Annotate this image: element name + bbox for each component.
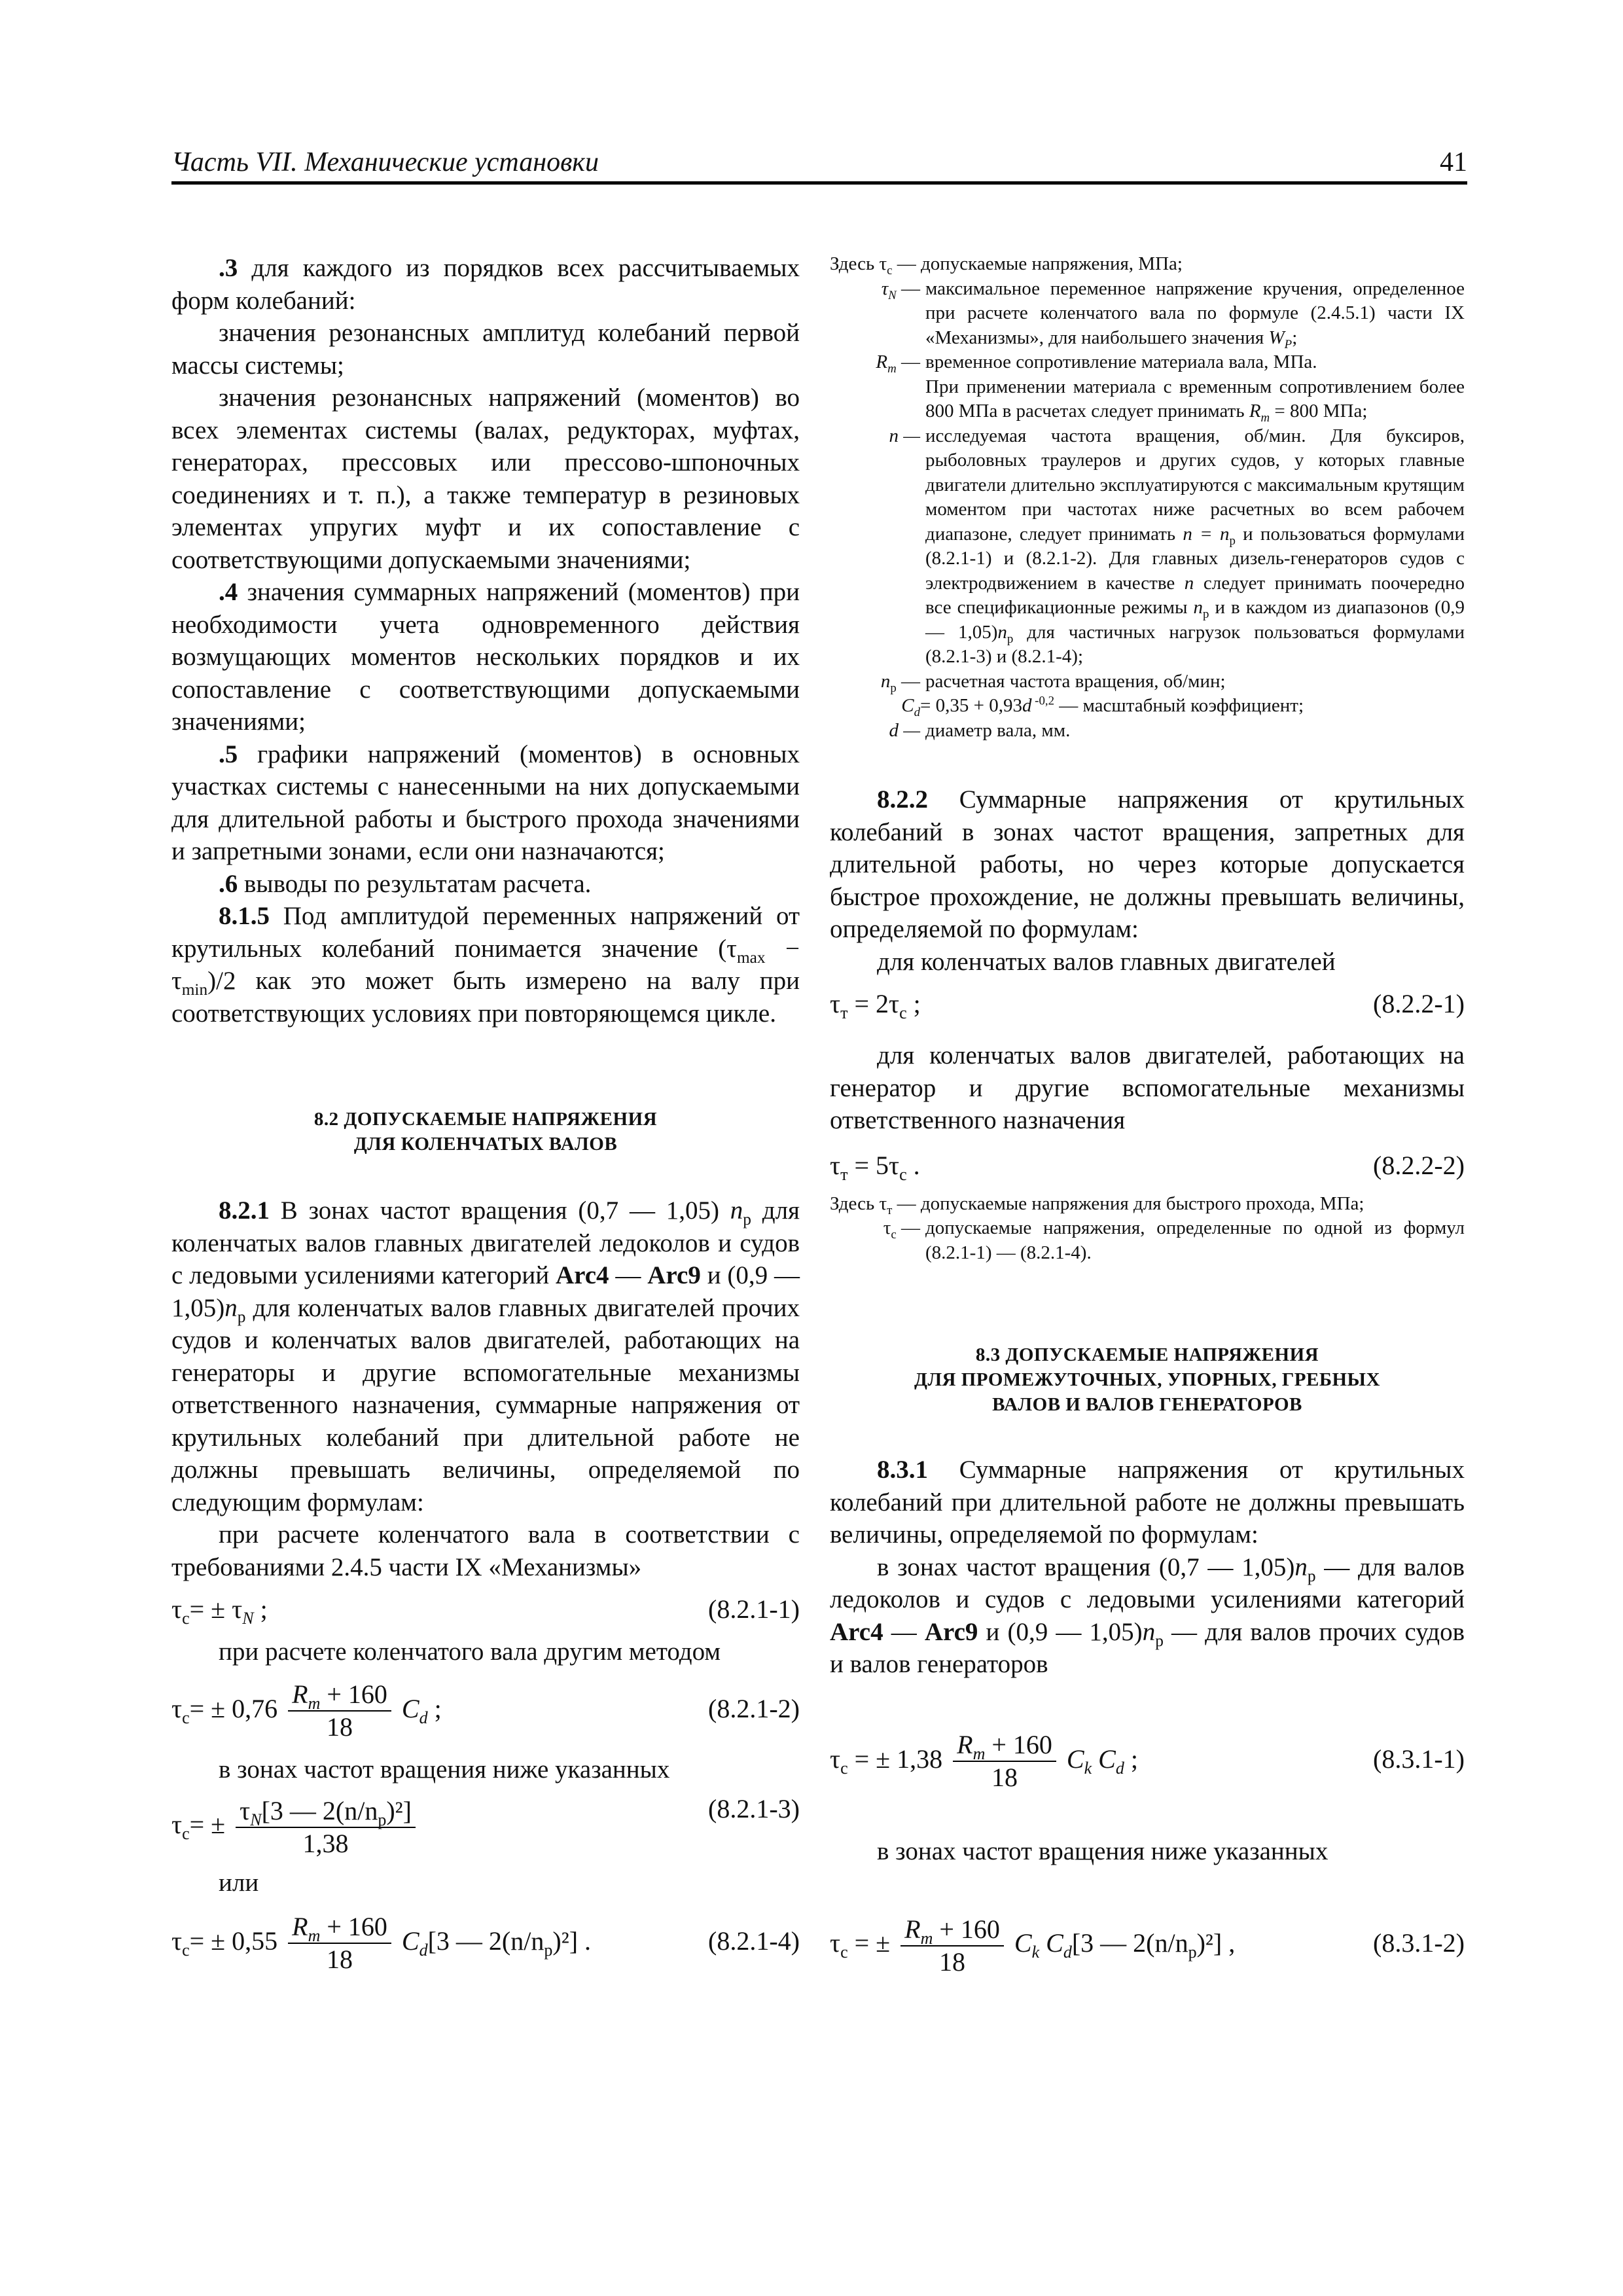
note-np: [830, 670, 1465, 694]
item-4-number: .4: [219, 578, 238, 606]
n-symbol: n: [1184, 572, 1194, 594]
R-symbol: R: [876, 351, 888, 372]
note-tau-n-end: ;: [1292, 327, 1298, 348]
formula-8-2-2-1: [830, 984, 1465, 1024]
C-symbol: C: [401, 1693, 419, 1723]
p-subscript: p: [1307, 1566, 1316, 1585]
p831-part-d: — для валов прочих судов и валов генераторов: [830, 1617, 1465, 1678]
n-symbol: n: [997, 621, 1007, 643]
p831-part-b: — для валов ледоколов и судов с ледовыми усилениями категорий: [830, 1552, 1465, 1613]
generator-engines-text: для коленчатых валов двигателей, работающих на генератор и другие вспомогательные механизмы ответственного назначения: [830, 1041, 1465, 1134]
formula-8-2-1-3: [171, 1792, 800, 1857]
p-subscript: p: [237, 1307, 246, 1326]
note-tau-c-2-text: допускаемые напряжения, определенные по одной из формул (8.2.1-1) — (8.2.1-4).: [925, 1217, 1465, 1263]
tau-min-subscript: min: [181, 980, 208, 999]
plus-160: + 160: [320, 1679, 387, 1710]
n-symbol: n: [1142, 1617, 1156, 1646]
C-symbol: C: [1046, 1928, 1063, 1958]
fraction: [236, 1795, 416, 1859]
note-cd-eq: = 0,35 + 0,93: [920, 695, 1022, 716]
equation-number: (8.3.1-2): [1373, 1928, 1465, 1958]
n-symbol: n: [1193, 597, 1204, 618]
p-subscript: p: [378, 1810, 387, 1829]
fraction: [288, 1911, 391, 1975]
f5-rhs: = 2τ: [847, 989, 900, 1018]
denominator-1-38: 1,38: [302, 1828, 349, 1858]
p-subscript: p: [544, 1940, 553, 1960]
c-subscript: c: [840, 1758, 848, 1778]
note-intro: Здесь τ: [830, 253, 887, 274]
item-5-text: графики напряжений (моментов) в основных участках системы с нанесенными на них допускаемыми для длительной работы и быстрого прохода значениями и запретными зонами, если они назначаются;: [171, 740, 800, 865]
equation-number: (8.2.2-2): [1373, 1150, 1465, 1180]
d-key: d —: [889, 719, 920, 741]
note-intro-text: — допускаемые напряжения для быстрого прохода, МПа;: [892, 1193, 1364, 1214]
f8-tail: [3 — 2(n/n: [1071, 1928, 1188, 1958]
left-column: [171, 252, 800, 1974]
plus-160: + 160: [933, 1914, 1000, 1944]
denominator-18: 18: [327, 1712, 353, 1742]
plus-160: + 160: [985, 1730, 1052, 1760]
or-text: или: [219, 1869, 259, 1897]
C-symbol: C: [1098, 1744, 1116, 1774]
below-zones-text: в зонах частот вращения ниже указанных: [219, 1755, 670, 1784]
paragraph-8-2-1-number: 8.2.1: [219, 1196, 270, 1225]
paragraph-8-3-1-number: 8.3.1: [877, 1456, 928, 1484]
W-symbol: W: [1268, 327, 1285, 348]
d-subscript: d: [1063, 1943, 1072, 1962]
p821-dash: —: [609, 1261, 648, 1289]
note-tau-c-2: [830, 1216, 1465, 1265]
d-subscript: d: [419, 1708, 428, 1727]
fraction: [288, 1679, 391, 1743]
tau-symbol: τ: [830, 1150, 841, 1180]
f4-end: )²] .: [552, 1926, 592, 1956]
tau-symbol: τ: [171, 1926, 183, 1956]
N-subscript: N: [250, 1810, 262, 1829]
paragraph-8-2-1: [171, 1194, 800, 1518]
tau-max-subscript: max: [736, 948, 766, 967]
page-number: 41: [1440, 147, 1467, 177]
f8-end: )²] ,: [1196, 1928, 1236, 1958]
C-symbol: C: [1014, 1928, 1032, 1958]
p-subscript: p: [1155, 1631, 1164, 1650]
f7-coefficient: = ± 1,38: [847, 1744, 943, 1774]
dash: —: [883, 1617, 925, 1646]
t-subscript: т: [840, 1164, 848, 1184]
item-3-number: .3: [219, 254, 238, 282]
note-n-text: исследуемая частота вращения, об/мин. Для буксиров, рыболовных траулеров и других судов, у которых главные двигатели длительно эксплуатируются с максимальным крутящим моментом при частотах ниже расчетных во всем рабочем диапазоне, следует принимать: [925, 425, 1465, 545]
n-symbol: n: [880, 670, 891, 692]
k-subscript: k: [1031, 1943, 1040, 1962]
p-subscript: p: [1007, 632, 1014, 646]
c-subscript: c: [182, 1609, 190, 1628]
formula-8-3-1-1: [830, 1727, 1465, 1792]
tau-symbol: τ: [240, 1795, 251, 1825]
m-subscript: m: [887, 361, 897, 376]
n-key: n —: [889, 425, 920, 446]
note-tau-c: [830, 252, 1465, 277]
f5-end: ;: [906, 989, 921, 1018]
note-np-text: расчетная частота вращения, об/мин;: [925, 670, 1226, 692]
note-n-text-2: и пользоваться формулами (8.2.1-1) и (8.2.1-2). Для главных дизель-генераторов судов с электродвижением в качестве: [925, 523, 1465, 594]
P-subscript: P: [1284, 337, 1293, 351]
section-8-3-line-2: ДЛЯ ПРОМЕЖУТОЧНЫХ, УПОРНЫХ, ГРЕБНЫХ: [914, 1369, 1380, 1390]
category-arc9: Arc9: [647, 1261, 701, 1289]
f1-rhs: = ± τ: [189, 1594, 243, 1624]
c-subscript: c: [899, 1003, 907, 1022]
f8-prefix: = ±: [847, 1928, 891, 1958]
dash: —: [896, 351, 920, 372]
item-3-text: для каждого из порядков всех рассчитываемых форм колебаний:: [171, 254, 800, 315]
f2-end: ;: [427, 1693, 442, 1723]
part-title: Часть VII. Механические установки: [171, 147, 599, 177]
m-subscript: m: [308, 1926, 321, 1946]
formula-8-2-1-4: [171, 1909, 800, 1974]
item-6-text: выводы по результатам расчета.: [238, 869, 592, 898]
right-column: [830, 252, 1465, 1976]
notes-8-2-1: [830, 252, 1465, 743]
f4-coefficient: = ± 0,55: [189, 1926, 278, 1956]
dash: —: [896, 1217, 920, 1238]
n-symbol: n: [1294, 1552, 1308, 1581]
p815-part-c: )/2 как это может быть измерено на валу при соответствующих условиях при повторяющемся цикле.: [171, 967, 800, 1028]
note-rm: [830, 350, 1465, 424]
category-arc4: Arc4: [555, 1261, 609, 1289]
R-symbol: R: [292, 1679, 308, 1710]
f3-numerator: [3 — 2(n/n: [261, 1795, 378, 1825]
d-symbol: d: [1022, 695, 1032, 716]
notes-8-2-2: [830, 1192, 1465, 1266]
equation-number: (8.3.1-1): [1373, 1744, 1465, 1774]
main-engines-text: для коленчатых валов главных двигателей: [877, 947, 1336, 976]
R-symbol: R: [904, 1914, 921, 1944]
p-subscript: p: [743, 1210, 751, 1229]
denominator-18: 18: [939, 1946, 966, 1977]
tau-symbol: τ: [830, 1744, 841, 1774]
d-subscript: d: [1115, 1758, 1124, 1778]
below-zones-text-2: в зонах частот вращения ниже указанных: [877, 1837, 1329, 1865]
exponent: -0,2: [1031, 694, 1055, 708]
section-8-2-line-1: 8.2 ДОПУСКАЕМЫЕ НАПРЯЖЕНИЯ: [313, 1109, 658, 1130]
t-subscript: т: [840, 1003, 848, 1022]
section-8-3-title: [830, 1342, 1465, 1417]
d-subscript: d: [914, 705, 920, 719]
tau-symbol: τ: [881, 278, 889, 299]
equation-number: (8.2.2-1): [1373, 989, 1465, 1018]
N-subscript: N: [888, 288, 897, 302]
category-arc4: Arc4: [830, 1617, 883, 1646]
p821-part-c: и (0,9 — 1,05): [171, 1261, 800, 1322]
item-5: [171, 738, 800, 868]
section-8-3-line-1: 8.3 ДОПУСКАЕМЫЕ НАПРЯЖЕНИЯ: [975, 1344, 1319, 1365]
f3-prefix: = ±: [189, 1810, 226, 1839]
note-rm-text: временное сопротивление материала вала, МПа.: [925, 351, 1317, 372]
c-subscript: c: [899, 1164, 907, 1184]
t-subscript: т: [887, 1203, 893, 1217]
formula-8-2-2-2: [830, 1146, 1465, 1185]
p831-part-c: и (0,9 — 1,05): [978, 1617, 1143, 1646]
paragraph-8-1-5-number: 8.1.5: [219, 902, 270, 930]
p-subscript: p: [890, 681, 897, 695]
fraction: [901, 1914, 1004, 1978]
p-subscript: p: [1203, 607, 1209, 621]
item-5-number: .5: [219, 740, 238, 768]
n-symbol: n: [224, 1293, 238, 1322]
note-tau-t: [830, 1192, 1465, 1217]
formula-8-2-1-1: [171, 1590, 800, 1629]
note-tau-n: [830, 277, 1465, 351]
p-subscript: p: [1229, 533, 1236, 548]
tau-symbol: τ: [883, 1217, 891, 1238]
C-symbol: C: [1066, 1744, 1084, 1774]
fraction: [953, 1729, 1056, 1793]
plus-160: + 160: [320, 1912, 387, 1942]
paragraph-8-2-2: [830, 783, 1465, 946]
formula-8-2-1-2: [171, 1676, 800, 1742]
m-subscript: m: [1260, 410, 1270, 425]
running-header: [171, 147, 1467, 185]
R-symbol: R: [292, 1912, 308, 1942]
m-subscript: m: [308, 1694, 321, 1713]
f1-end: ;: [253, 1594, 268, 1624]
c-subscript: c: [182, 1940, 190, 1960]
note-n-text-5: для частичных нагрузок пользоваться формулами (8.2.1-3) и (8.2.1-4);: [925, 621, 1465, 667]
equation-number: (8.2.1-1): [708, 1594, 800, 1624]
p821-part-d: для коленчатых валов главных двигателей прочих судов и коленчатых валов двигателей, работающих на генераторы и другие вспомогательные механизмы ответственного назначения, суммарные напряжения от крутильных колебаний при длительной работе не должны превышать величины, определяемой по следующим формулам:: [171, 1293, 800, 1516]
note-cd-text: — масштабный коэффициент;: [1054, 695, 1304, 716]
m-subscript: m: [972, 1744, 986, 1764]
R-symbol: R: [957, 1730, 973, 1760]
c-subscript: c: [840, 1943, 848, 1962]
denominator-18: 18: [991, 1763, 1018, 1793]
p-subscript: p: [1188, 1943, 1197, 1962]
paragraph-8-3-1: [830, 1454, 1465, 1551]
section-8-2-line-2: ДЛЯ КОЛЕНЧАТЫХ ВАЛОВ: [353, 1134, 618, 1155]
note-n: [830, 424, 1465, 670]
C-symbol: C: [401, 1926, 419, 1956]
n-symbol: n: [730, 1196, 743, 1225]
k-subscript: k: [1084, 1758, 1092, 1778]
tau-symbol: τ: [171, 1810, 183, 1839]
C-symbol: C: [901, 695, 914, 716]
f7-end: ;: [1124, 1744, 1138, 1774]
c-subscript: c: [891, 1227, 897, 1242]
calc-method-1-text: при расчете коленчатого вала в соответствии с требованиями 2.4.5 части IX «Механизмы»: [171, 1520, 800, 1581]
p815-part-b: − τ: [171, 934, 800, 995]
tau-symbol: τ: [830, 989, 841, 1018]
paragraph-8-2-2-text: Суммарные напряжения от крутильных колебаний в зонах частот вращения, запретных для длительной работы, но через которые допускается быстрое прохождение, не должны превышать величины, определяемой по формулам:: [830, 785, 1465, 943]
note-d-text: диаметр вала, мм.: [925, 719, 1071, 741]
section-8-3-line-3: ВАЛОВ И ВАЛОВ ГЕНЕРАТОРОВ: [992, 1394, 1302, 1415]
note-tau-n-text: максимальное переменное напряжение кручения, определенное при расчете коленчатого вала по формуле (2.4.5.1) части IX «Механизмы», для наибольшего значения: [925, 278, 1465, 348]
p815-part-a: Под амплитудой переменных напряжений от крутильных колебаний понимается значение (τ: [171, 902, 800, 963]
p831-part-a: в зонах частот вращения (0,7 — 1,05): [877, 1552, 1295, 1581]
item-4-text: значения суммарных напряжений (моментов) при необходимости учета одновременного действия возмущающих моментов нескольких порядков и их сопоставление с соответствующими допускаемыми значениями;: [171, 578, 800, 736]
resonant-stresses: значения резонансных напряжений (моментов) во всех элементах системы (валах, редукторах, муфтах, генераторах, прессовых или прессово-шпоночных соединениях и т. п.), а также температур в резиновых элементах упругих муфт и их сопоставление с соответствующими допускаемыми значениями;: [171, 384, 800, 574]
note-n-text-4: и в каждом из диапазонов (0,9 — 1,05): [925, 597, 1465, 643]
n-equals-np: n = n: [1183, 523, 1230, 545]
p821-part-a: В зонах частот вращения (0,7 — 1,05): [270, 1196, 730, 1225]
dash: —: [896, 670, 920, 692]
note-n-text-3: следует принимать поочередно все спецификационные режимы: [925, 572, 1465, 618]
f4-tail: [3 — 2(n/n: [427, 1926, 544, 1956]
note-d: [830, 719, 1465, 744]
category-arc9: Arc9: [924, 1617, 978, 1646]
d-subscript: d: [419, 1940, 428, 1960]
f3-numerator-end: )²]: [386, 1795, 412, 1825]
tau-symbol: τ: [171, 1594, 183, 1624]
c-subscript: c: [182, 1708, 190, 1727]
note-rm-text-2: При применении материала с временным сопротивлением более 800 МПа в расчетах следует принимать: [925, 376, 1465, 422]
denominator-18: 18: [327, 1945, 353, 1975]
paragraph-8-3-1-text: Суммарные напряжения от крутильных колебаний при длительной работе не должны превышать величины, определяемой по формулам:: [830, 1456, 1465, 1549]
N-subscript: N: [242, 1609, 254, 1628]
item-3: [171, 252, 800, 317]
note-cd: [830, 694, 1465, 719]
equation-number: (8.2.1-2): [708, 1693, 800, 1723]
p821-part-b: для коленчатых валов главных двигателей ледоколов и судов с ледовыми усилениями категорий: [171, 1196, 800, 1289]
resonant-amplitudes: значения резонансных амплитуд колебаний первой массы системы;: [171, 319, 800, 380]
note-intro-text: — допускаемые напряжения, МПа;: [892, 253, 1183, 274]
item-4: [171, 576, 800, 738]
equation-number: (8.2.1-4): [708, 1926, 800, 1956]
f6-end: .: [906, 1150, 920, 1180]
calc-method-2-text: при расчете коленчатого вала другим методом: [219, 1638, 721, 1666]
R-symbol: R: [1249, 401, 1261, 422]
tau-symbol: τ: [171, 1693, 183, 1723]
equation-number: (8.2.1-3): [708, 1794, 800, 1823]
f6-rhs: = 5τ: [847, 1150, 900, 1180]
f2-coefficient: = ± 0,76: [189, 1693, 278, 1723]
formula-8-3-1-2: [830, 1910, 1465, 1976]
section-8-2-title: [171, 1107, 800, 1157]
m-subscript: m: [920, 1928, 933, 1948]
tau-symbol: τ: [830, 1928, 841, 1958]
c-subscript: c: [182, 1824, 190, 1843]
c-subscript: c: [887, 263, 893, 278]
zones-text-8-3-1: [830, 1551, 1465, 1681]
item-6: [171, 868, 800, 901]
paragraph-8-1-5: [171, 900, 800, 1030]
note-rm-value: = 800 МПа;: [1270, 401, 1368, 422]
note-intro: Здесь τ: [830, 1193, 887, 1214]
item-6-number: .6: [219, 869, 238, 898]
dash: —: [896, 278, 920, 299]
paragraph-8-2-2-number: 8.2.2: [877, 785, 928, 814]
